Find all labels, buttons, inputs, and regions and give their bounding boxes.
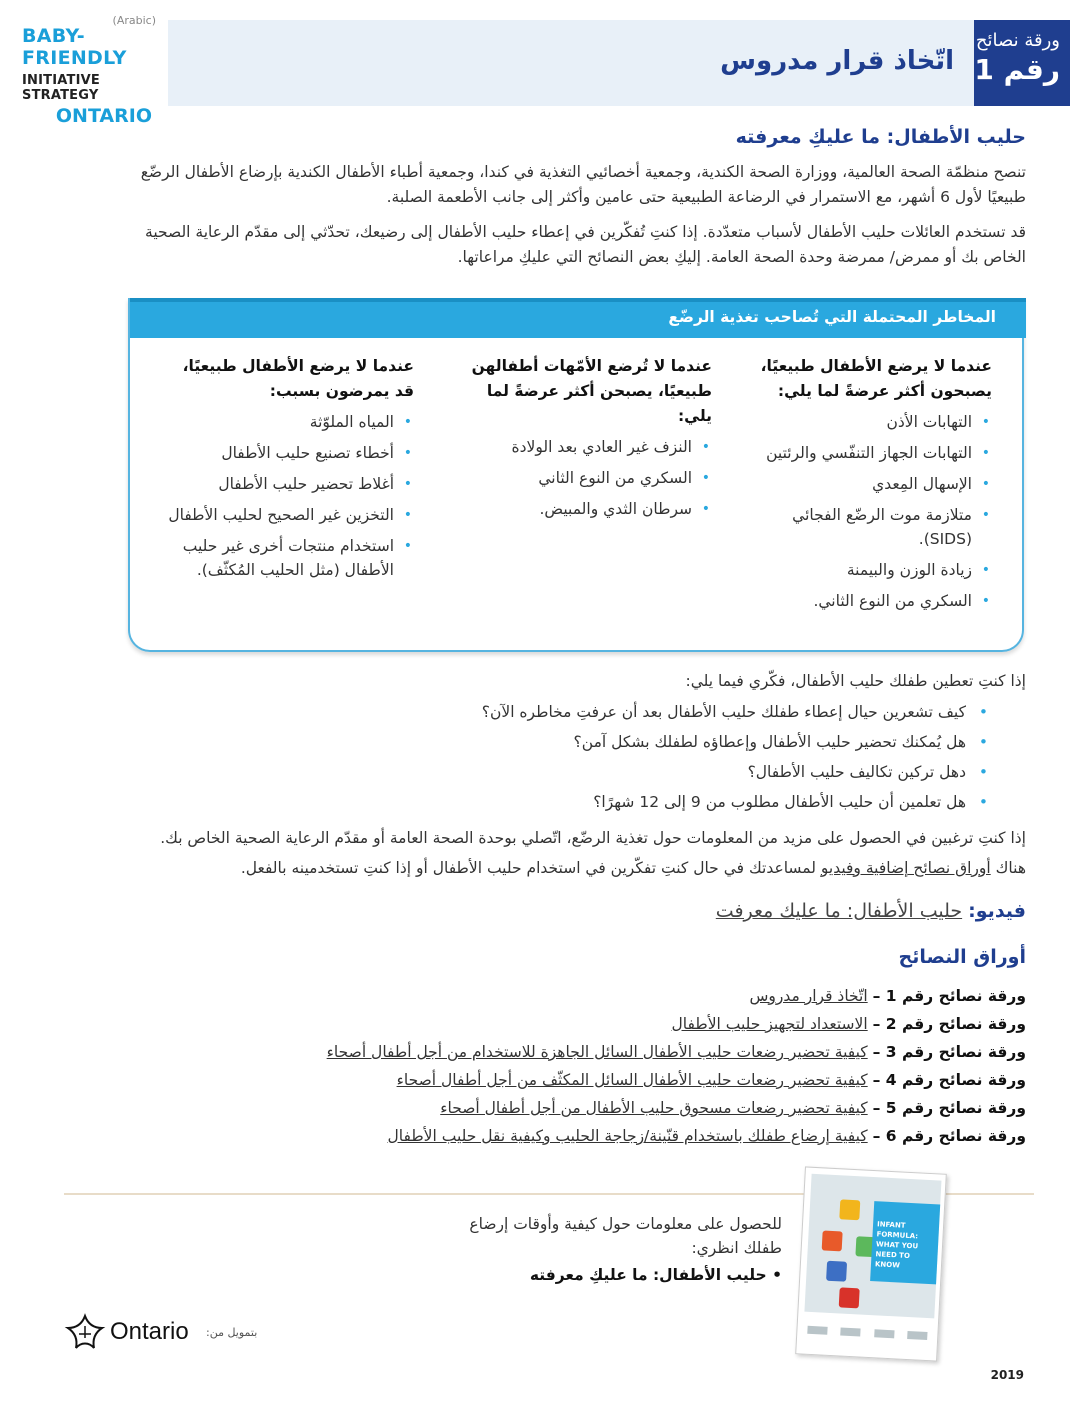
tip-sheet-number: ورقة نصائح رقم 2 – bbox=[872, 1015, 1026, 1033]
page-title: اتّخاذ قرار مدروس bbox=[720, 46, 954, 76]
intro-heading: حليب الأطفال: ما عليكِ معرفته bbox=[735, 126, 1026, 148]
list-item: • السكري من النوع الثاني bbox=[452, 466, 712, 490]
list-item: • استخدام منتجات أخرى غير حليب الأطفال (مثل الحليب المُكثّف). bbox=[164, 534, 414, 582]
list-item: • دهل تركين تكاليف حليب الأطفال؟ bbox=[268, 760, 988, 784]
tip-sheet-item bbox=[126, 1038, 1026, 1066]
tip-sheet-number: رقم 1 bbox=[974, 53, 1060, 86]
tip-sheet-link[interactable]: كيفية تحضير رضعات حليب الأطفال السائل المكثّف من أجل أطفال أصحاء bbox=[396, 1071, 868, 1089]
baby-friendly-logo bbox=[22, 14, 162, 127]
list-item: • هل تعلمين أن حليب الأطفال مطلوب من 9 إلى 12 شهرًا؟ bbox=[268, 790, 988, 814]
booklet-logos bbox=[807, 1326, 927, 1342]
tip-sheet-item bbox=[126, 1010, 1026, 1038]
tip-sheet-link[interactable]: اتّخاذ قرار مدروس bbox=[749, 987, 868, 1005]
tip-sheet-item bbox=[126, 1066, 1026, 1094]
ontario-wordmark: Ontario bbox=[110, 1318, 189, 1345]
list-item: • هل يُمكنك تحضير حليب الأطفال وإعطاؤه لطفلك بشكل آمن؟ bbox=[268, 730, 988, 754]
toy-block-icon bbox=[839, 1199, 860, 1220]
intro-paragraph-1: تنصح منظمّة الصحة العالمية، ووزارة الصحة الكندية، وجمعية أخصائيي التغذية في كندا، وجمعية أطباء الأطفال الكندية بإرضاع الأطفال الرضّع طبيعيًا لأول 6 أشهر، مع الاستمرار في الرضاعة الطبيعية حتى عامين وأكثر إلى جانب الأطعمة الصلبة. bbox=[140, 163, 1026, 206]
tip-sheet-link[interactable]: الاستعداد لتجهيز حليب الأطفال bbox=[671, 1015, 868, 1033]
publication-year: 2019 bbox=[990, 1368, 1024, 1382]
tip-sheet-item bbox=[126, 1094, 1026, 1122]
risks-heading: المخاطر المحتملة التي تُصاحب تغذية الرضّع bbox=[130, 298, 1026, 338]
list-item: • السكري من النوع الثاني. bbox=[752, 589, 992, 613]
booklet-cover-image bbox=[795, 1166, 947, 1361]
video-label: فيديو: bbox=[968, 900, 1026, 922]
list-item: • التخزين غير الصحيح لحليب الأطفال bbox=[164, 503, 414, 527]
risks-column-babies bbox=[752, 354, 992, 620]
extra-suffix: لمساعدتك في حال كنتِ تفكّرين في استخدام حليب الأطفال أو إذا كنتِ تستخدمينه بالفعل. bbox=[240, 859, 816, 877]
list-item: • متلازمة موت الرضّع الفجائي (SIDS). bbox=[752, 503, 992, 551]
list-item: • أغلاط تحضير حليب الأطفال bbox=[164, 472, 414, 496]
tip-sheet-number: ورقة نصائح رقم 4 – bbox=[872, 1071, 1026, 1089]
footer-resource-link[interactable]: • حليب الأطفال: ما عليكِ معرفته bbox=[529, 1266, 782, 1284]
funded-by-label: بتمويل من: bbox=[206, 1326, 258, 1339]
list-item: • النزف غير العادي بعد الولادة bbox=[452, 435, 712, 459]
list-item: • كيف تشعرين حيال إعطاء طفلك حليب الأطفال بعد أن عرفتِ مخاطره الآن؟ bbox=[268, 700, 988, 724]
toy-block-icon bbox=[822, 1230, 843, 1251]
list-item: • التهابات الجهاز التنفّسي والرئتين bbox=[752, 441, 992, 465]
booklet-title: INFANT FORMULA: WHAT YOU NEED TO KNOW bbox=[874, 1220, 919, 1270]
more-info-text: إذا كنتِ ترغبين في الحصول على مزيد من المعلومات حول تغذية الرضّع، اتّصلي بوحدة الصحة العامة أو مقدّم الرعاية الصحية الخاص بك. bbox=[160, 829, 1026, 847]
toy-block-icon bbox=[839, 1287, 860, 1308]
intro-paragraph-2: قد تستخدم العائلات حليب الأطفال لأسباب متعدّدة. إذا كنتِ تُفكّرين في إعطاء حليب الأطفال إلى رضيعك، تحدّثي إلى مقدّم الرعاية الصحية الخاص بك أو ممرض/ ممرضة وحدة الصحة العامة. إليكِ بعض النصائح التي عليكِ مراعاتها. bbox=[145, 223, 1026, 266]
tip-sheet-link[interactable]: كيفية إرضاع طفلك باستخدام قنّينة/زجاجة الحليب وكيفية نقل حليب الأطفال bbox=[387, 1127, 868, 1145]
tip-sheet-number: ورقة نصائح رقم 1 – bbox=[872, 987, 1026, 1005]
video-link[interactable]: حليب الأطفال: ما عليك معرفت bbox=[715, 900, 963, 922]
tip-sheet-number: ورقة نصائح رقم 5 – bbox=[872, 1099, 1026, 1117]
questions-intro: إذا كنتِ تعطين طفلك حليب الأطفال، فكّري فيما يلي: bbox=[685, 672, 1026, 690]
language-tag: (Arabic) bbox=[112, 14, 156, 27]
risks-column-mothers bbox=[452, 354, 712, 528]
extra-resources-text bbox=[126, 856, 1026, 881]
list-item: • الإسهال المِعدي bbox=[752, 472, 992, 496]
footer-info-text: للحصول على معلومات حول كيفية وأوقات إرضاع طفلك انظري: bbox=[469, 1215, 782, 1257]
toy-block-icon bbox=[826, 1261, 847, 1282]
trillium-icon bbox=[64, 1312, 106, 1352]
column-title: عندما لا تُرضع الأمّهات أطفالهن طبيعيًا، يصبحن أكثر عرضةً لما يلي: bbox=[471, 357, 712, 425]
tip-sheet-label: ورقة نصائح bbox=[975, 30, 1060, 51]
extra-resources-link[interactable]: أوراق نصائح إضافية وفيديو bbox=[820, 859, 991, 877]
list-item: • التهابات الأذن bbox=[752, 410, 992, 434]
extra-prefix: هناك bbox=[995, 859, 1026, 877]
logo-line-1: BABY-FRIENDLY bbox=[22, 25, 127, 69]
list-item: • سرطان الثدي والمبيض. bbox=[452, 497, 712, 521]
questions-list bbox=[268, 700, 988, 820]
logo-line-3: ONTARIO bbox=[55, 105, 152, 127]
title-band bbox=[168, 20, 974, 106]
risks-panel bbox=[128, 298, 1024, 652]
tip-sheet-item bbox=[126, 1122, 1026, 1150]
tip-sheets-list bbox=[126, 982, 1026, 1150]
tip-sheets-heading: أوراق النصائح bbox=[898, 946, 1026, 968]
tip-sheet-badge bbox=[974, 20, 1070, 106]
column-title: عندما لا يرضع الأطفال طبيعيًا، يصبحون أكثر عرضةً لما يلي: bbox=[760, 357, 992, 400]
column-title: عندما لا يرضع الأطفال طبيعيًا، قد يمرضون بسبب: bbox=[182, 357, 414, 400]
list-item: • زيادة الوزن والبيمنة bbox=[752, 558, 992, 582]
tip-sheet-link[interactable]: كيفية تحضير رضعات حليب الأطفال السائل الجاهزة للاستخدام من أجل أطفال أصحاء bbox=[326, 1043, 868, 1061]
list-item: • أخطاء تصنيع حليب الأطفال bbox=[164, 441, 414, 465]
video-line bbox=[716, 900, 1026, 922]
tip-sheet-number: ورقة نصائح رقم 3 – bbox=[872, 1043, 1026, 1061]
logo-line-2: INITIATIVE STRATEGY bbox=[22, 73, 100, 103]
ontario-logo bbox=[64, 1312, 189, 1352]
tip-sheet-item bbox=[126, 982, 1026, 1010]
list-item: • المياه الملوّثة bbox=[164, 410, 414, 434]
tip-sheet-number: ورقة نصائح رقم 6 – bbox=[872, 1127, 1026, 1145]
tip-sheet-link[interactable]: كيفية تحضير رضعات مسحوق حليب الأطفال من أجل أطفال أصحاء bbox=[440, 1099, 868, 1117]
risks-column-illness bbox=[164, 354, 414, 589]
